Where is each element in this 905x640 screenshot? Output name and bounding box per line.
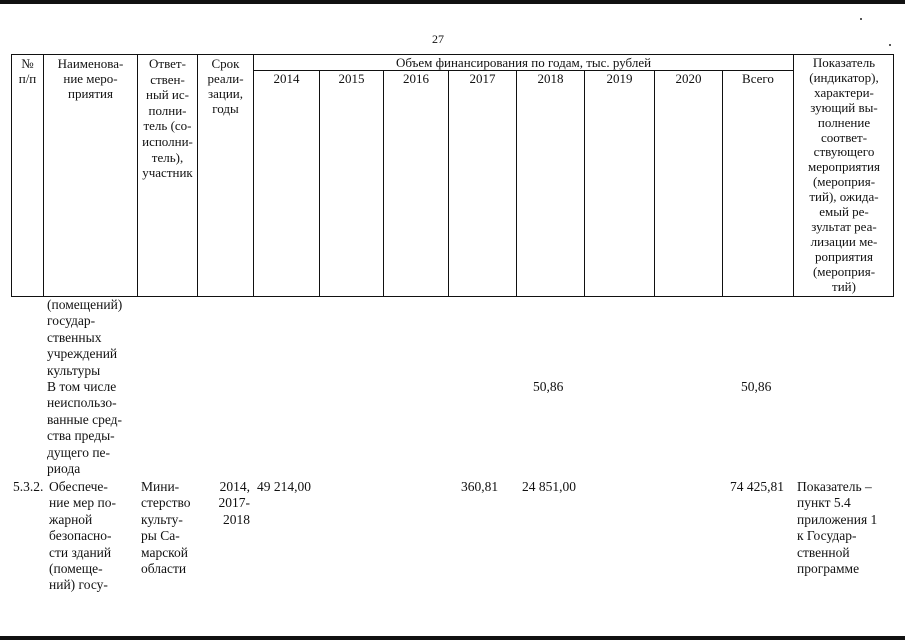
header-year: 2015 <box>338 71 365 86</box>
row-name-continuation: (помещений) государ- ственных учреждений культуры <box>47 297 123 378</box>
page-number: 27 <box>432 32 444 46</box>
header-year: 2020 <box>675 71 702 86</box>
col-divider <box>584 70 585 297</box>
header-year: 2014 <box>273 71 300 86</box>
row-value-2018: 50,86 <box>533 379 564 394</box>
row-executor: Мини- стерство культу- ры Са- марской области <box>141 479 191 577</box>
col-divider <box>448 70 449 297</box>
header-year-total: Всего <box>742 71 774 86</box>
header-name: Наименова- ние меро- приятия <box>57 56 124 101</box>
header-term: Срок реали- зации, годы <box>207 56 244 116</box>
header-funding-title: Объем финансирования по годам, тыс. рублей <box>395 55 652 70</box>
scan-speck <box>889 44 891 46</box>
row-term: 2014, 2017- 2018 <box>218 479 250 527</box>
row-indicator: Показатель – пункт 5.4 приложения 1 к Государ- ственной программе <box>797 479 878 577</box>
col-divider <box>383 70 384 297</box>
col-divider <box>253 54 254 297</box>
col-divider <box>654 70 655 297</box>
header-year: 2019 <box>606 71 633 86</box>
bottom-border <box>0 636 905 640</box>
row-num: 5.3.2. <box>13 479 44 494</box>
header-year: 2018 <box>537 71 564 86</box>
row-name: Обеспече- ние мер по- жарной безопасно- сти зданий (помеще- ний) госу- <box>49 479 116 593</box>
row-value-2018: 24 851,00 <box>522 479 576 494</box>
col-divider <box>722 70 723 297</box>
header-year: 2017 <box>469 71 496 86</box>
row-value-2017: 360,81 <box>461 479 499 494</box>
col-divider <box>319 70 320 297</box>
col-divider <box>516 70 517 297</box>
header-year: 2016 <box>403 71 429 86</box>
header-indicator: Показатель (индикатор), характери- зующий вы- полнение соответ- ствующего мероприятия (мероприя- тий), ожида- емый ре- зультат реа- лизации ме- роприятия (мероприя- тий) <box>807 55 880 294</box>
row-name: В том числе неиспользо- ванные сред- ства преды- дущего пе- риода <box>47 379 122 477</box>
row-value-total: 50,86 <box>741 379 772 394</box>
header-num: № п/п <box>18 56 37 86</box>
scan-speck <box>860 18 862 20</box>
row-value-2014: 49 214,00 <box>257 479 311 494</box>
row-value-total: 74 425,81 <box>730 479 784 494</box>
top-border <box>0 0 905 4</box>
header-executor: Ответ- ствен- ный ис- полни- тель (со- исполни- тель), участник <box>142 56 193 181</box>
